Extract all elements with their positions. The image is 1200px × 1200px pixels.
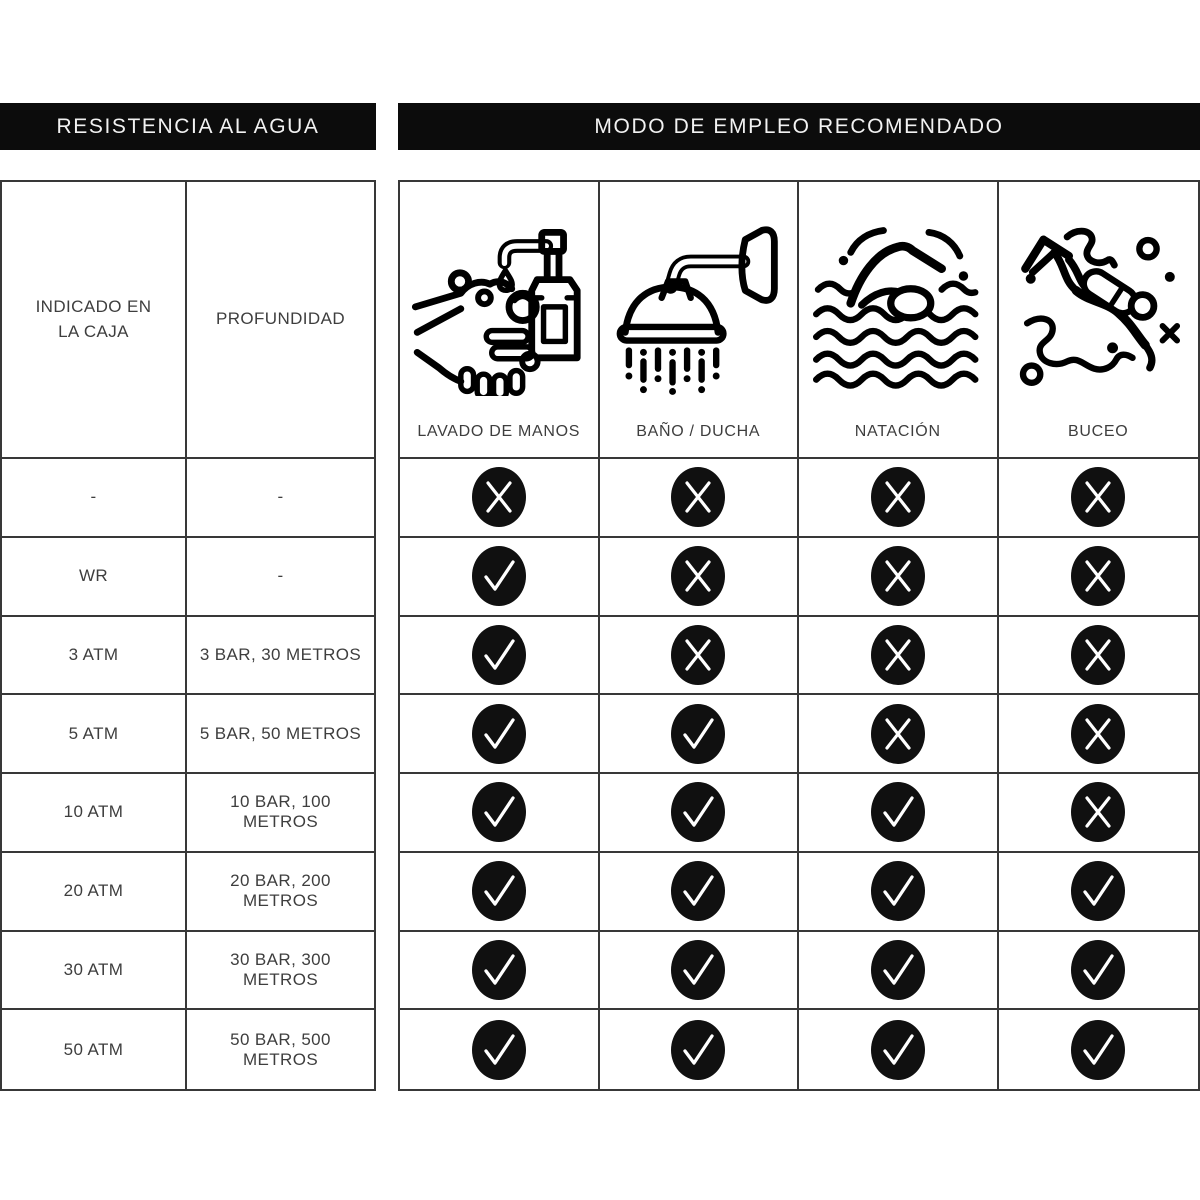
check-mark-icon [471, 624, 527, 686]
usage-cell [999, 459, 1199, 538]
usage-cell [799, 853, 999, 932]
cross-mark-icon [870, 466, 926, 528]
col-header-profundidad: PROFUNDIDAD [187, 182, 374, 459]
usage-cell [799, 617, 999, 696]
caja-cell: 10 ATM [2, 774, 187, 853]
profundidad-cell: 5 BAR, 50 METROS [187, 695, 374, 774]
cross-mark-icon [870, 545, 926, 607]
cross-mark-icon [870, 703, 926, 765]
profundidad-cell: 30 BAR, 300 METROS [187, 932, 374, 1011]
check-mark-icon [870, 860, 926, 922]
usage-column-header [799, 182, 999, 459]
col-header-caja: INDICADO EN LA CAJA [2, 182, 187, 459]
caja-cell: WR [2, 538, 187, 617]
check-mark-icon [670, 939, 726, 1001]
usage-cell [799, 1010, 999, 1089]
check-mark-icon [471, 939, 527, 1001]
usage-cell [600, 1010, 800, 1089]
check-mark-icon [670, 781, 726, 843]
diving-icon [1006, 196, 1190, 396]
usage-column-label: LAVADO DE MANOS [417, 423, 581, 440]
caja-cell: 50 ATM [2, 1010, 187, 1089]
cross-mark-icon [870, 624, 926, 686]
check-mark-icon [471, 703, 527, 765]
caja-cell: 5 ATM [2, 695, 187, 774]
check-mark-icon [870, 781, 926, 843]
usage-cell [400, 1010, 600, 1089]
cross-mark-icon [1070, 466, 1126, 528]
usage-cell [999, 932, 1199, 1011]
cross-mark-icon [1070, 624, 1126, 686]
handwash-icon [407, 196, 591, 396]
usage-cell [400, 932, 600, 1011]
usage-cell [999, 853, 1199, 932]
usage-cell [799, 774, 999, 853]
cross-mark-icon [670, 624, 726, 686]
check-mark-icon [1070, 860, 1126, 922]
profundidad-cell: 50 BAR, 500 METROS [230, 1029, 331, 1069]
usage-column-label: NATACIÓN [854, 423, 941, 440]
usage-cell [400, 695, 600, 774]
caja-cell: - [2, 459, 187, 538]
check-mark-icon [1070, 1019, 1126, 1081]
usage-cell [600, 853, 800, 932]
check-mark-icon [870, 1019, 926, 1081]
usage-cell [999, 774, 1199, 853]
usage-cell [400, 853, 600, 932]
check-mark-icon [471, 545, 527, 607]
usage-cell [999, 538, 1199, 617]
check-mark-icon [670, 860, 726, 922]
swimming-icon [806, 196, 990, 396]
profundidad-cell: 20 BAR, 200 METROS [187, 853, 374, 932]
caja-cell: 30 ATM [2, 932, 187, 1011]
check-mark-icon [670, 1019, 726, 1081]
profundidad-cell: 3 BAR, 30 METROS [187, 617, 374, 696]
usage-table [398, 180, 1200, 1091]
usage-column-header [600, 182, 800, 459]
usage-column-label: BUCEO [1068, 423, 1129, 440]
usage-column-header [400, 182, 600, 459]
usage-column-label: BAÑO / DUCHA [636, 423, 761, 440]
check-mark-icon [471, 781, 527, 843]
usage-cell [400, 774, 600, 853]
cross-mark-icon [670, 545, 726, 607]
usage-column-header [999, 182, 1199, 459]
cross-mark-icon [1070, 545, 1126, 607]
usage-cell [600, 538, 800, 617]
profundidad-cell: 10 BAR, 100 METROS [187, 774, 374, 853]
usage-cell [600, 617, 800, 696]
usage-cell [999, 617, 1199, 696]
usage-cell [999, 695, 1199, 774]
caja-cell: 20 ATM [2, 853, 187, 932]
water-resistance-table [0, 180, 376, 1091]
usage-cell [799, 695, 999, 774]
check-mark-icon [471, 860, 527, 922]
usage-cell [600, 459, 800, 538]
usage-cell [400, 617, 600, 696]
usage-cell [799, 459, 999, 538]
usage-cell [600, 695, 800, 774]
usage-cell [799, 932, 999, 1011]
check-mark-icon [1070, 939, 1126, 1001]
usage-cell [600, 932, 800, 1011]
usage-cell [999, 1010, 1199, 1089]
profundidad-cell: - [187, 538, 374, 617]
left-header-bar [0, 103, 376, 150]
check-mark-icon [870, 939, 926, 1001]
right-header-title: MODO DE EMPLEO RECOMENDADO [594, 114, 1004, 138]
check-mark-icon [670, 703, 726, 765]
cross-mark-icon [670, 466, 726, 528]
left-header-title: RESISTENCIA AL AGUA [56, 114, 320, 138]
profundidad-cell: - [187, 459, 374, 538]
usage-cell [400, 538, 600, 617]
cross-mark-icon [1070, 703, 1126, 765]
check-mark-icon [471, 1019, 527, 1081]
usage-cell [600, 774, 800, 853]
cross-mark-icon [1070, 781, 1126, 843]
caja-cell: 3 ATM [2, 617, 187, 696]
usage-cell [799, 538, 999, 617]
usage-cell [400, 459, 600, 538]
right-header-bar [398, 103, 1200, 150]
shower-icon [606, 196, 790, 396]
cross-mark-icon [471, 466, 527, 528]
